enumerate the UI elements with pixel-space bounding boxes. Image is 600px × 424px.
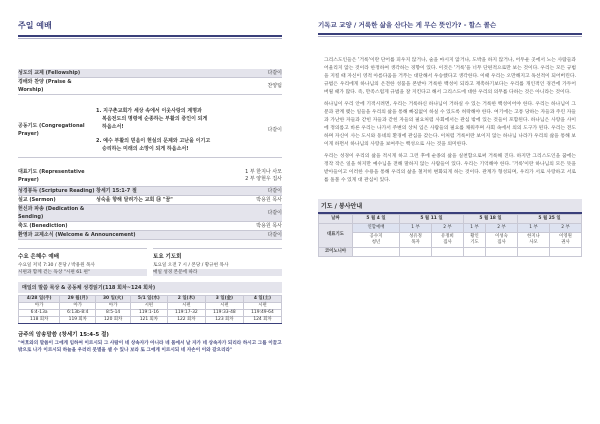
memory-verse-title: 금주의 암송말씀 (창세기 15:4-5 절) <box>18 332 109 338</box>
title-rule-thin <box>318 36 582 37</box>
wednesday-service-box <box>18 248 147 276</box>
order-item-leader: 다같이 <box>267 127 282 133</box>
saturday-prayer-line: 매일 성경 본문에 따라 <box>153 269 282 276</box>
order-item-leader: 박용원 목사 <box>256 197 282 203</box>
duty-date-row: 날짜 5 월 4 일 5 월 11 일 5 월 18 일 5 월 25 일 <box>319 214 582 223</box>
article-paragraph: 하나님이 우리 안에 기적시려면, 우리는 거룩하신 하나님이 거하실 수 있는 거룩한 백성이어야 한다. 우리는 하나님이 그분과 관계 맺는 일들을 우리의 삶을 통해 빠짐없이 하실 수 있도록 허락해야 한다. 여기에는 고통 당하는 자들과 주린 자들과 가난한 자들과 갇힌 자들과 갇힌 자들의 필요처럼 사회에서는 관심 밖에 있는 것들이 포함된다. 하나님은 사랑을 사이에 정의롭고 바른 우리는 나가서 주변의 상처 입은 사람들의 필요를 채워주며 사회 속에서 의의 도구가 된다. 우리는 전도하며 자신이 사는 도시와 동네의 환경에 관심을 갖는다. 이처럼 거룩이란 보이지 않는 하나님 나라가 우리의 삶을 통해 보이게 하면서 하나님의 사랑을 보여주는 백성으로 사는 것을 의미한다. <box>324 102 576 147</box>
saturday-prayer-box <box>153 248 282 276</box>
order-row-dedication <box>18 205 282 222</box>
order-row-praise <box>18 78 282 95</box>
order-item-name: 공동기도 (Congregational Prayer) <box>18 123 85 137</box>
order-row-common-prayer <box>18 103 282 158</box>
order-item-name: 성도의 교제 (Fellowship) <box>18 70 81 76</box>
wednesday-service-title: 수요 은혜수 예배 <box>18 254 60 260</box>
order-row-rep-prayer <box>18 166 282 187</box>
order-item-leader: 다같이 <box>267 70 282 76</box>
title-rule <box>18 35 282 37</box>
bible-verse-row: 6:4-13a 6:13b-8:4 8:5-14 119:1-16 119:17-32 119:33-48 119:49-64 <box>19 310 282 317</box>
order-item-detail: 창세기 15:1-7 절 <box>96 188 137 194</box>
order-item-name: 환영과 교제소식 (Welcome & Announcement) <box>18 232 136 238</box>
order-row-benediction <box>18 222 282 231</box>
order-item-leader: 다같이 <box>267 210 282 216</box>
bible-header-row: 4/28 일(주) 29 월(月) 30 일(火) 5/1 일(水) 2 일(木) 3 일(金) 4 일(土) <box>19 296 282 303</box>
order-row-fellowship <box>18 69 282 78</box>
bible-reading-table <box>18 295 282 324</box>
order-item-name: 설교 (Sermon) <box>18 197 56 203</box>
bible-book-row: 아가 아가 아가 시편 시편 시편 시편 <box>19 303 282 310</box>
saturday-prayer-line: 토요일 오전 7 시 / 본당 / 황규현 목사 <box>153 263 229 268</box>
order-row-scripture <box>18 187 282 196</box>
article-paragraph: 그리스도인들은 '거룩'이란 단어를 피우지 않거나, 술을 마시지 않거나, 도박을 하지 않거나, 어두운 곳에서 노는 사람들과 어울리지 않는 것이라 한정하여 생각하는 경향이 있다. 이것은 '거룩'을 너무 단편적으로만 보는 것이다. 우리는 모든 규범을 지킬 때 자신이 영적 아름다움을 거푸는 대단해서 우승했다고 생각한다. 이때 우리는 오만해지고 독선적이 되어버린다. 규범은 우리에게 하나님의 온전한 성품을 본받아 거룩한 백성이 되라고 재촉하기보다는 우리를 개인적인 경건에 가두어 버릴 때가 많다. 즉, 만족스럽게 규범을 잘 지킨다고 해서 그리스도에 대한 우리의 의무를 다하는 것은 아니라는 것이다. <box>324 58 576 95</box>
memory-verse-text: "여호와의 말씀이 그에게 임하여 이르시되 그 사람이 네 상속자가 아니라 네 몸에서 날 자가 네 상속자가 되리라 하시고 그를 이끌고 밖으로 나가 이르시되 하늘을 우러러 뭇별을 셀 수 있나 보라 또 그에게 이르시되 네 자손이 이와 같으리라" <box>18 341 282 353</box>
worship-order <box>18 69 282 240</box>
article-body <box>318 57 582 185</box>
duty-name-row: 공수지 청년 성유정 목자 유정희 집사 황인 기도 이성숙 집사 한지나 사모 이영원 권사 <box>319 232 582 247</box>
order-row-welcome <box>18 231 282 240</box>
wednesday-service-line: 수요일 저녁 7:30 / 본당 / 박용원 목사 <box>18 263 95 268</box>
order-item-leader: 1 부 한지나 사모 2 부 양현우 집사 <box>245 169 282 182</box>
duty-title: 기도 / 봉사안내 <box>318 199 582 212</box>
order-item-name: 헌신과 파송 (Dedication & Sending) <box>18 206 85 220</box>
order-item-name: 성경봉독 (Scripture Reading) <box>18 188 95 194</box>
order-item-name: 대표기도 (Representative Prayer) <box>18 169 85 183</box>
saturday-prayer-title: 토요 기도회 <box>153 254 182 260</box>
title-rule-thin <box>18 38 282 39</box>
order-item-leader: 박용원 목사 <box>256 223 282 229</box>
bible-session-row: 118 회차 119 회차 120 회차 121 회차 122 회차 123 회차 124 회차 <box>19 317 282 324</box>
duty-slot-row: 대표기도 연합예배 1 부 2 부 1 부 2 부 1 부 2 부 <box>319 223 582 232</box>
duty-table <box>318 214 582 257</box>
article-title: 기독교 교양 / 거룩한 삶을 산다는 게 무슨 뜻인가? - 할스 콜슨 <box>318 21 497 29</box>
bible-reading-title: 매일의 말씀 묵상 & 공동체 성경읽기(118 회차~124 회차) <box>18 282 282 293</box>
order-item-detail: 성숙을 향해 달려가는 교회 ⑭ "꿈" <box>96 197 173 203</box>
article-page <box>300 0 600 424</box>
duty-label: 코이노니아 <box>319 247 353 256</box>
weekday-services <box>18 248 282 276</box>
order-item-leader: 다같이 <box>267 232 282 238</box>
order-item-leader: 찬양팀 <box>267 83 282 89</box>
order-item-leader: 다같이 <box>267 188 282 194</box>
duty-koinonia-row <box>319 247 582 256</box>
page-title: 주일 예배 <box>18 21 52 30</box>
wednesday-service-line: 시편과 함께 걷는 독상 "시편 61 편" <box>18 269 147 276</box>
memory-verse <box>18 330 282 354</box>
article-paragraph: 우리는 성경이 우리의 삶을 적시게 하고 그런 후에 순종의 삶을 실천함으로써 거룩해 진다. 하지만 그리스도인을 꿈에는 정작 작은 일을 허지만 예수님을 전해 말하지 않는 사람들이 있다. 우리는 기억해야 한다. '거룩'이란 하나님의 모든 뜻을 받아들이고 이러한 수용을 통해 우리의 삶을 철저히 변화되게 하는 것이다. 관계가 형성되며, 우리가 서로 사랑하고 서로를 돌볼 수 있게 대 관심이 있다. <box>324 154 576 183</box>
order-item-name: 경배와 찬양 (Praise & Worship) <box>18 79 72 93</box>
title-rule <box>318 33 582 35</box>
order-item-name: 축도 (Benediction) <box>18 223 68 229</box>
common-prayer-text: 1. 지구촌교회가 세상 속에서 이웃사랑의 계명과 복음전도의 명령에 순종하는 부활의 증인이 되게 하옵소서! 2. 예수 부활의 믿음이 현실의 문제와 고난을 이기고 승리하는 미래의 소망이 되게 하옵소서! <box>96 108 211 152</box>
order-row-sermon <box>18 196 282 205</box>
duty-label: 대표기도 <box>319 223 353 247</box>
